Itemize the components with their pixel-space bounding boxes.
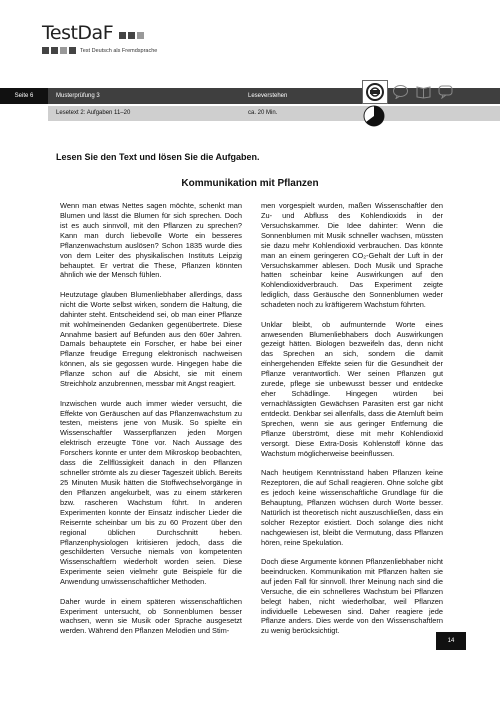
speech-icon — [392, 84, 409, 99]
time-label: ca. 20 Min. — [248, 110, 278, 116]
logo-title: TestDaF — [42, 22, 114, 44]
reading-icon — [362, 80, 388, 104]
paragraph: men vorgespielt wurden, maßen Wissenschaftler den Zu- und Abfluss des Kohlendioxids in der Versuchskammer. Die Idee dahinter: Wenn die Sonnenblumen mit Musik schneller wachsen, müssten sie dazu mehr Kohlendioxid verbrauchen. Das könnte man an einem geringeren CO₂-Gehalt der Luft in der Versuchskammer ablesen. Doch Musik und Sprache hatten scheinbar keine Auswirkungen auf den Kohlendioxidverbrauch. Das Experiment zeigte lediglich, dass Geräusche den Sonnenblumen weder schadeten noch zu kräftigerem Wachstum führten. — [261, 201, 443, 310]
logo-subtitle: Test Deutsch als Fremdsprache — [80, 47, 158, 54]
speech-bubble-icon — [437, 84, 454, 99]
testdaf-logo — [42, 24, 157, 54]
task-instruction: Lesen Sie den Text und lösen Sie die Aufgaben. — [56, 152, 260, 162]
section-label: Leseverstehen — [248, 93, 288, 99]
exam-label: Musterprüfung 3 — [56, 93, 100, 99]
page-number: 14 — [436, 632, 466, 650]
page-label: Seite 6 — [0, 88, 48, 104]
paragraph: Nach heutigem Kenntnisstand haben Pflanzen keine Rezeptoren, die auf Schall reagieren. Ohne solche gibt es jedoch keine wissenschaftliche Grundlage für die Behauptung, Pflanzen wüchsen durch Worte besser. Natürlich ist theoretisch nicht auszuschließen, dass ein solcher Rezeptor existiert. Doch solange dies nicht nachgewiesen ist, bleibt die Vermutung, dass Pflanzen hören, reine Spekulation. — [261, 468, 443, 547]
text-column-left — [60, 201, 242, 646]
paragraph: Unklar bleibt, ob aufmunternde Worte eines anwesenden Blumenliebhabers doch Auswirkungen gezeigt hätten. Biologen bezweifeln das, denn nicht das Sprechen an sich, sondern die damit einhergehenden Effekte seien für die Gesundheit der Pflanze verantwortlich. Wer seinen Pflanzen gut zurede, pflege sie unbewusst besser und entdecke eher Schädlinge. Hingegen würden bei vernachlässigten Gewächsen Parasiten erst gar nicht entdeckt. Denkbar sei allenfalls, dass die Atemluft beim Sprechen, wenn sie aus geringer Entfernung die Pflanze überströmt, diese mit mehr Kohlendioxid versorgt. Diese Extra-Dosis Kohlenstoff könne das Wachstum möglicherweise beeinflussen. — [261, 319, 443, 458]
paragraph: Wenn man etwas Nettes sagen möchte, schenkt man Blumen und lässt die Blumen für sich sprechen. Doch ist es auch sinnvoll, mit den Pflanzen zu sprechen? Kann man durch liebevolle Worte ein besseres Pflanzenwachstum auslösen? Schon 1835 wurde dies von dem Leiter des physikalischen Instituts Leipzig behauptet. Er vertrat die These, Pflanzen könnten ähnlich wie der Mensch fühlen. — [60, 201, 242, 280]
paragraph: Daher wurde in einem späteren wissenschaftlichen Experiment untersucht, ob Sonnenblumen besser wachsen, wenn sie Musik oder Sprache ausgesetzt werden. Während den Pflanzen Melodien und Stim- — [60, 596, 242, 636]
subheader-bar — [48, 106, 500, 121]
paragraph: Inzwischen wurde auch immer wieder versucht, die Effekte von Geräuschen auf das Pflanzenwachstum zu testen, meistens jene von Musik. So spielte ein Wissenschaftler Wasserpflanzen jeden Morgen elektrisch erzeugte Töne vor. Nach Aussage des Forschers konnte er unter dem Mikroskop beobachten, dass die Zellflüssigkeit danach in den Pflanzen schneller strömte als zu dieser Tageszeit üblich. Bereits 25 Minuten Musik hätten die Stoffwechselvorgänge in den Pflanzen angekurbelt, was zu einem stärkeren bzw. rascheren Wachstum führt. In anderen Experimenten konnte der Einsatz indischer Lieder die Reisernte scheinbar um bis zu 60 Prozent über den regional üblichen Durchschnitt heben. Pflanzenphysiologen kritisieren jedoch, dass die geschilderten Versuche niemals von kompetenten Wissenschaftlern wiederholt worden seien. Diese Experimente seien vielmehr gute Beispiele für die Anwendung unwissenschaftlicher Methoden. — [60, 398, 242, 587]
paragraph: Heutzutage glauben Blumenliebhaber allerdings, dass nicht die Worte selbst wirken, sondern die Haltung, die dahinter steht. Entscheidend sei, ob man einer Pflanze mit wohlmeinenden Gedanken gegenübertrete. Diese Annahme basiert auf Befunden aus den 60er Jahren. Damals behauptete ein Forscher, er habe bei einer Pflanze freudige Erregung elektronisch nachweisen können, als sie gegossen wurde. Hingegen habe die Pflanze schon auf die Absicht, sie mit einem Streichholz anzubrennen, messbar mit Angst reagiert. — [60, 289, 242, 389]
text-label: Lesetext 2: Aufgaben 11–20 — [56, 110, 131, 116]
text-column-right — [261, 201, 443, 646]
article-title: Kommunikation mit Pflanzen — [181, 178, 319, 189]
pie-chart-icon — [362, 104, 386, 128]
logo-squares — [119, 32, 144, 39]
paragraph: Doch diese Argumente können Pflanzenliebhaber nicht beeindrucken. Kommunikation mit Pflanzen halten sie auf jeden Fall für sinnvoll. Ihrer Meinung nach sind die Versuche, die ein schnelleres Wachstum bei Pflanzen belegt haben, nicht wiederholbar, weil Pflanzen individuelle Lebewesen sind. Daher reagiere jede Pflanze anders. Dies werde von den Wissenschaftlern zu wenig berücksichtigt. — [261, 556, 443, 636]
book-icon — [415, 84, 432, 99]
